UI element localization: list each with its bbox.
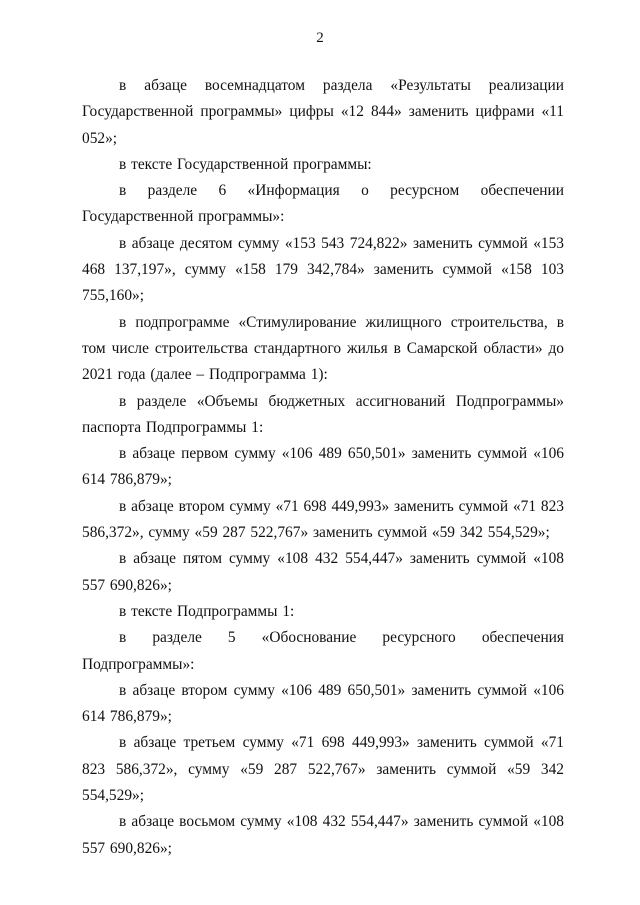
paragraph: в тексте Государственной программы: xyxy=(119,155,372,173)
paragraph: в тексте Подпрограммы 1: xyxy=(119,602,295,620)
paragraph: в абзаце первом сумму «106 489 650,501» заменить суммой «106 614 786,879»; xyxy=(82,445,564,489)
paragraph: в абзаце втором сумму «71 698 449,993» заменить суммой «71 823 586,372», сумму «59 287 522,767» заменить суммой «59 342 554,529»; xyxy=(82,497,564,542)
paragraph: в подпрограмме «Стимулирование жилищного строительства, в том числе строительства стандартного жилья в Самарской области» до 2021 года (далее – Подпрограмма 1): xyxy=(82,313,564,384)
paragraph: в разделе «Объемы бюджетных ассигнований Подпрограммы» паспорта Подпрограммы 1: xyxy=(82,392,564,436)
paragraph: в абзаце пятом сумму «108 432 554,447» заменить суммой «108 557 690,826»; xyxy=(82,550,564,594)
paragraph: в абзаце восьмом сумму «108 432 554,447» заменить суммой «108 557 690,826»; xyxy=(82,813,564,857)
paragraph: в разделе 6 «Информация о ресурсном обеспечении Государственной программы»: xyxy=(82,182,564,226)
paragraph: в абзаце десятом сумму «153 543 724,822» заменить суммой «153 468 137,197», сумму «158 179 342,784» заменить суммой «158 103 755,160»; xyxy=(82,234,564,305)
paragraph: в абзаце третьем сумму «71 698 449,993» заменить суммой «71 823 586,372», сумму «59 287 522,767» заменить суммой «59 342 554,529»; xyxy=(82,734,564,805)
paragraph: в абзаце втором сумму «106 489 650,501» заменить суммой «106 614 786,879»; xyxy=(82,681,564,726)
page-number: 2 xyxy=(316,30,324,46)
paragraph: в абзаце восемнадцатом раздела «Результаты реализации Государственной программы» цифры «12 844» заменить цифрами «11 052»; xyxy=(82,77,564,147)
paragraph: в разделе 5 «Обоснование ресурсного обеспечения Подпрограммы»: xyxy=(82,629,564,673)
document-body xyxy=(82,73,564,862)
